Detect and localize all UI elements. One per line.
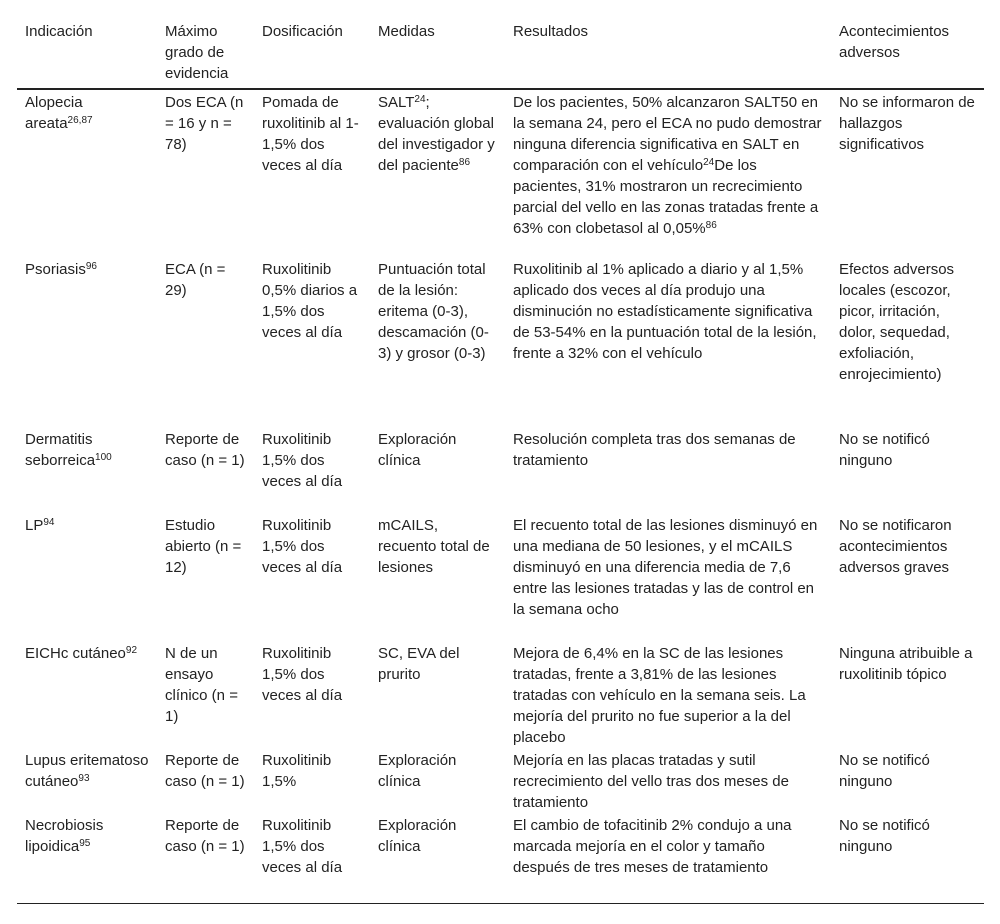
header-medidas: Medidas [378,23,435,40]
cell-medidas: Exploración clínica [378,752,457,790]
cell-evidencia: Reporte de caso (n = 1) [165,431,245,469]
table-header [17,11,984,89]
cell-resultados: Mejora de 6,4% en la SC de las lesiones tratadas, frente a 3,81% de las lesiones tratadas con vehículo en la semana seis. La mejoría del prurito no fue superior a la del placebo [513,645,806,746]
cell-indicacion: LP$^{94}$ [25,517,55,534]
reference-sup: 86 [705,220,717,231]
reference-sup: 86 [458,157,471,168]
cell-dosificacion: Ruxolitinib 0,5% diarios a 1,5% dos veces al día [262,261,358,341]
reference-sup: 26,87 [67,115,93,126]
reference-sup: 92 [125,645,138,656]
cell-evidencia: N de un ensayo clínico (n = 1) [165,645,238,725]
cell-adversos: No se informaron de hallazgos significativos [839,94,975,153]
cell-indicacion: EICHc cutáneo$^{92}$ [25,645,138,662]
cell-adversos: No se notificó ninguno [839,752,930,790]
table-row [17,515,984,643]
cell-dosificacion: Ruxolitinib 1,5% dos veces al día [262,431,343,490]
cell-dosificacion: Ruxolitinib 1,5% dos veces al día [262,645,343,704]
cell-resultados: De los pacientes, 50% alcanzaron SALT50 en la semana 24, pero el ECA no pudo demostrar ninguna diferencia significativa en SALT en comparación con el vehículo$^{24}$De los pacientes, 31% mostraron un recrecimiento parcial del vello en las zonas tratadas frente a 63% con clobetasol al 0,05%$^{86}$ [513,94,822,237]
cell-indicacion: Psoriasis$^{96}$ [25,261,97,278]
cell-medidas: Exploración clínica [378,817,457,855]
table-row [17,259,984,429]
cell-adversos: Ninguna atribuible a ruxolitinib tópico [839,645,973,683]
table-row [17,750,984,815]
reference-sup: 100 [95,452,112,463]
cell-dosificacion: Pomada de ruxolitinib al 1-1,5% dos veces al día [262,94,359,174]
header-indicacion: Indicación [25,23,93,40]
cell-indicacion: Dermatitis seborreica$^{100}$ [25,431,112,469]
cell-resultados: El recuento total de las lesiones disminuyó en una mediana de 50 lesiones, y el mCAILS disminuyó en una diferencia media de 7,6 entre las lesiones tratadas y las de control en la semana ocho [513,517,818,618]
cell-medidas: Exploración clínica [378,431,457,469]
header-row [17,11,984,89]
cell-resultados: Mejoría en las placas tratadas y sutil recrecimiento del vello tras dos meses de tratamiento [513,752,789,811]
cell-resultados: El cambio de tofacitinib 2% condujo a una marcada mejoría en el color y tamaño después de tres meses de tratamiento [513,817,792,876]
reference-sup: 95 [79,838,91,849]
cell-medidas: SALT$^{24}$; evaluación global del investigador y del paciente$^{86}$ [378,94,495,174]
cell-adversos: Efectos adversos locales (escozor, picor, irritación, dolor, sequedad, exfoliación, enrojecimiento) [839,261,955,383]
cell-dosificacion: Ruxolitinib 1,5% dos veces al día [262,817,343,876]
reference-sup: 24 [703,157,715,168]
cell-resultados: Ruxolitinib al 1% aplicado a diario y al 1,5% aplicado dos veces al día produjo una disminución no estadísticamente significativa de 53-54% en la puntuación total de la lesión, frente a 32% con el vehículo [513,261,817,362]
table-row [17,815,984,903]
header-dosificacion: Dosificación [262,23,343,40]
header-evidencia: Máximo grado de evidencia [165,23,229,82]
cell-indicacion: Necrobiosis lipoidica$^{95}$ [25,817,104,855]
header-adversos: Acontecimientos adversos [839,23,950,61]
reference-sup: 96 [85,261,97,272]
cell-dosificacion: Ruxolitinib 1,5% [262,752,332,790]
cell-evidencia: Reporte de caso (n = 1) [165,752,245,790]
table-row [17,643,984,750]
cell-adversos: No se notificaron acontecimientos adversos graves [839,517,952,576]
cell-indicacion: Lupus eritematoso cutáneo$^{93}$ [25,752,149,790]
reference-sup: 93 [78,773,90,784]
table-row [17,429,984,515]
cell-resultados: Resolución completa tras dos semanas de tratamiento [513,431,796,469]
cell-evidencia: Estudio abierto (n = 12) [165,517,242,576]
cell-adversos: No se notificó ninguno [839,431,930,469]
header-resultados: Resultados [513,23,589,40]
table-body [17,89,984,903]
reference-sup: 24 [414,94,426,105]
reference-sup: 94 [43,517,55,528]
cell-medidas: mCAILS, recuento total de lesiones [378,517,490,576]
cell-indicacion: Alopecia areata$^{26,87}$ [25,94,93,132]
cell-evidencia: ECA (n = 29) [165,261,226,299]
treatment-table [17,11,984,904]
cell-medidas: SC, EVA del prurito [378,645,460,683]
table-row [17,89,984,259]
cell-dosificacion: Ruxolitinib 1,5% dos veces al día [262,517,343,576]
cell-medidas: Puntuación total de la lesión: eritema (0-3), descamación (0-3) y grosor (0-3) [378,261,489,362]
cell-evidencia: Reporte de caso (n = 1) [165,817,245,855]
cell-adversos: No se notificó ninguno [839,817,930,855]
cell-evidencia: Dos ECA (n = 16 y n = 78) [165,94,244,153]
